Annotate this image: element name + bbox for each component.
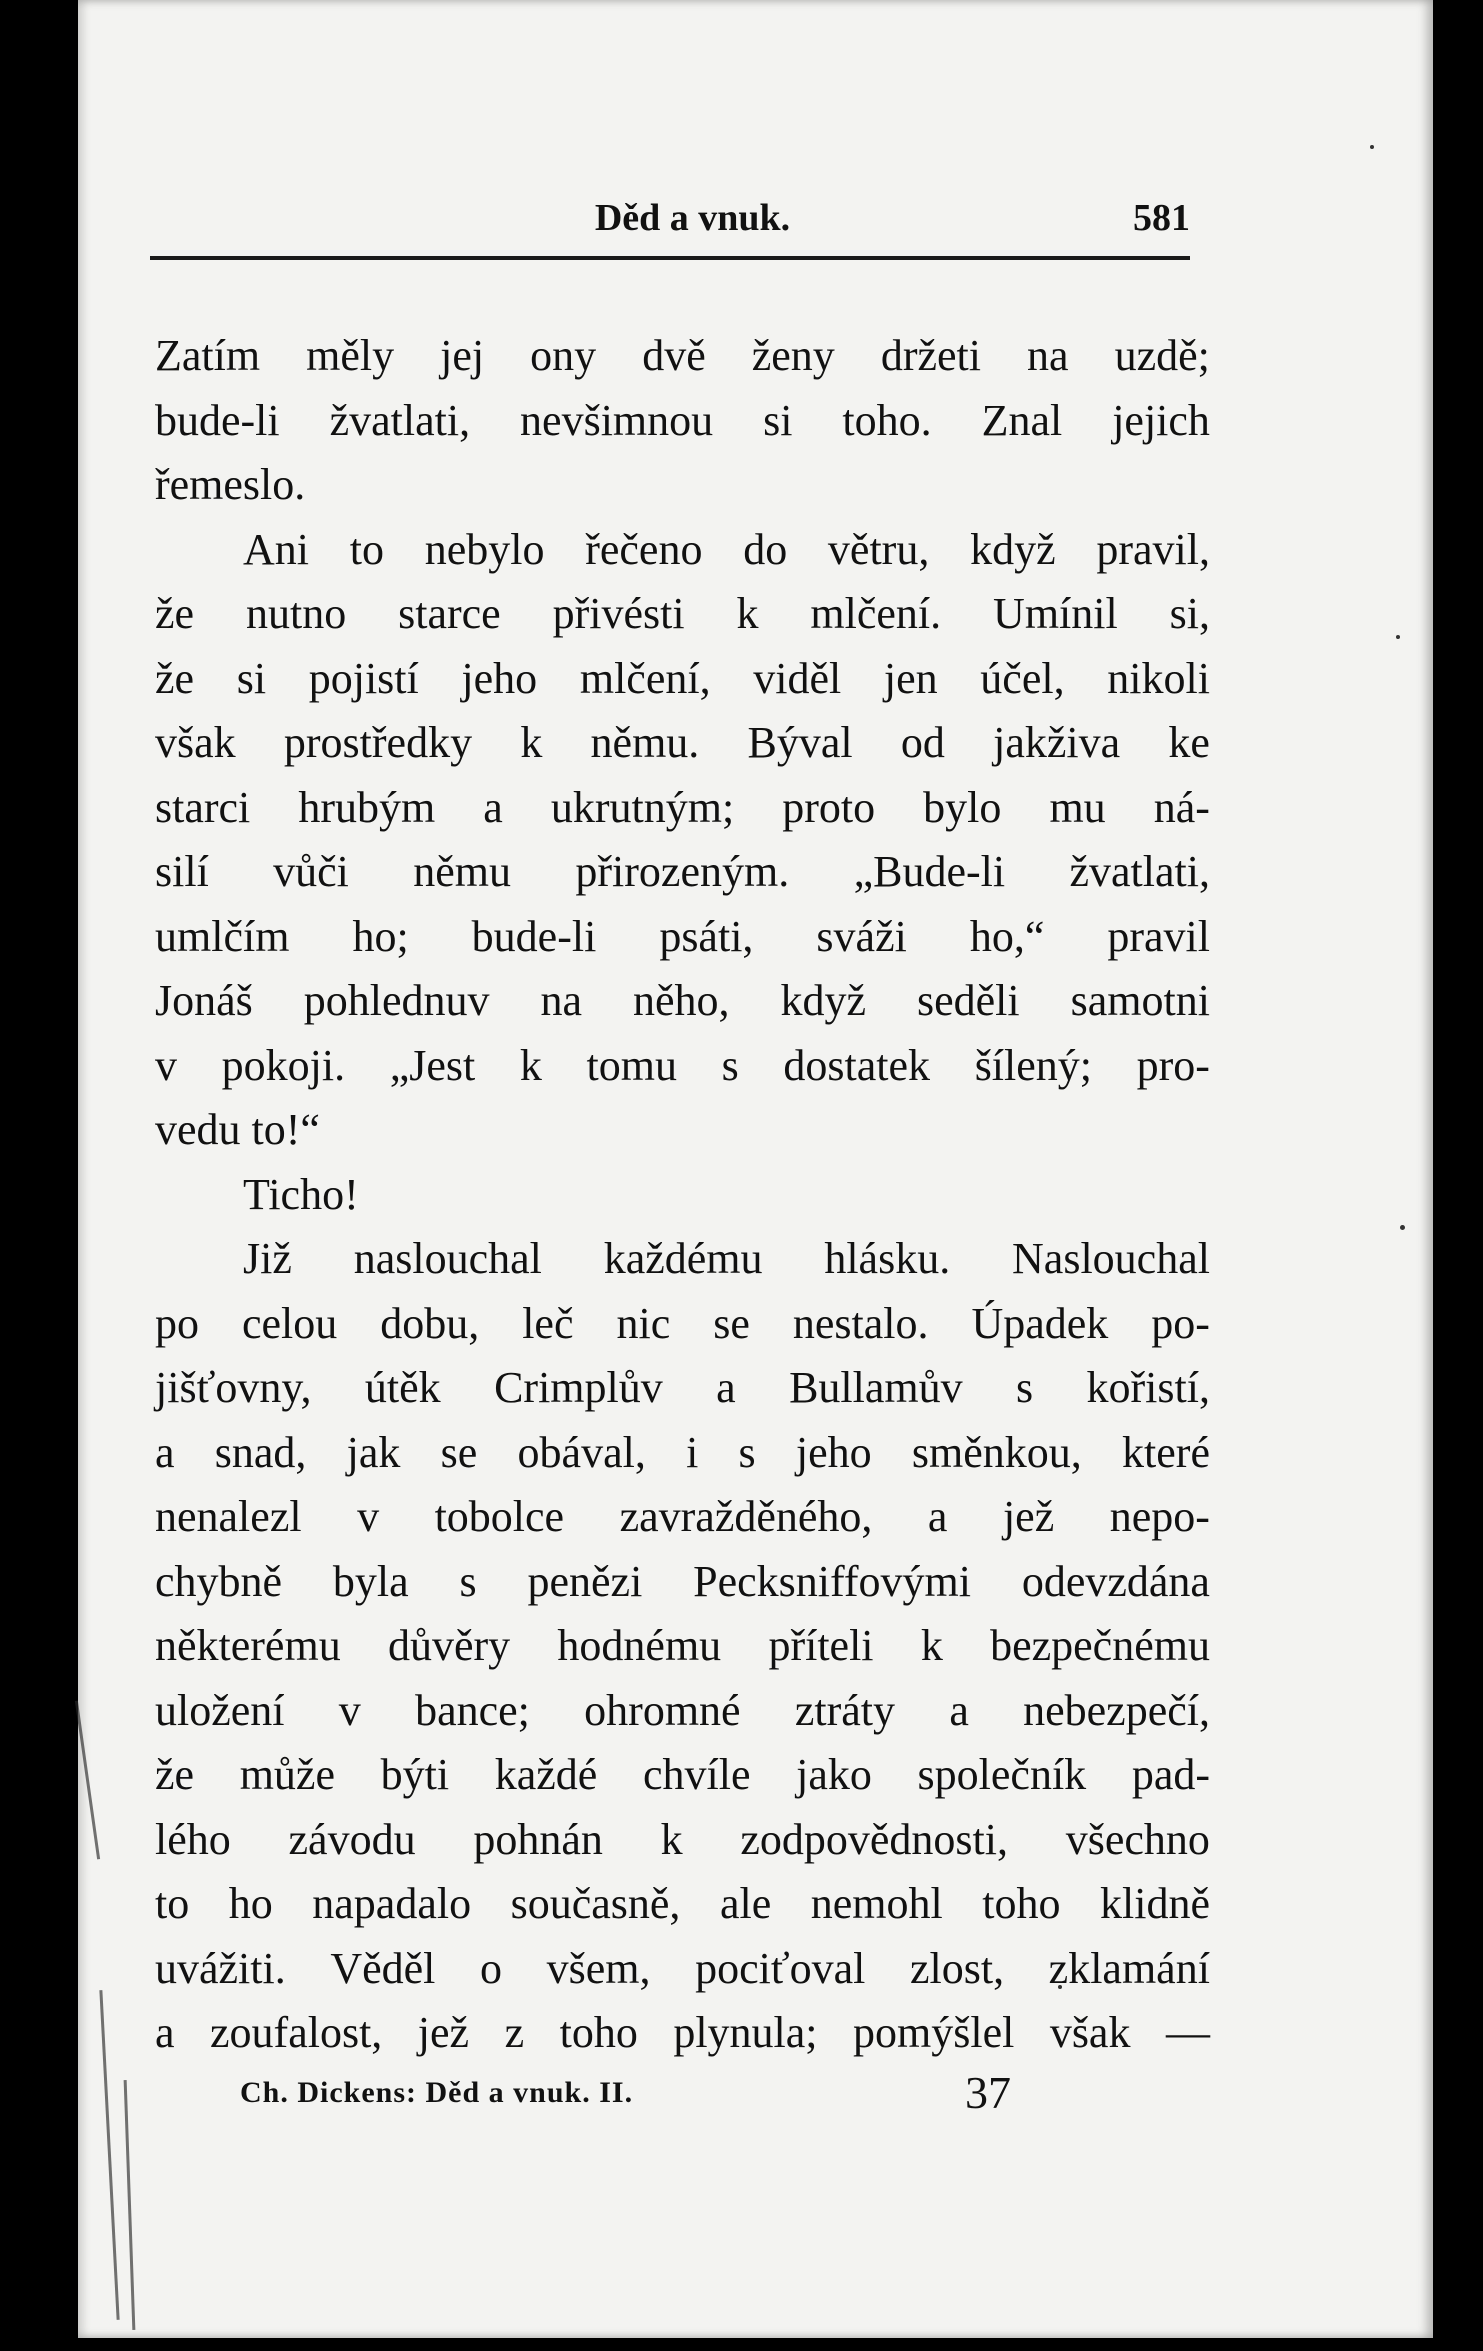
- word: v: [155, 1040, 177, 1090]
- word: se: [440, 1427, 478, 1477]
- word: všem,: [546, 1943, 651, 1993]
- word: lého: [155, 1814, 231, 1864]
- word: měly: [306, 331, 395, 380]
- word: ale: [719, 1879, 772, 1928]
- word: příteli: [768, 1621, 874, 1670]
- word: k: [520, 718, 543, 767]
- word: nic: [616, 1298, 671, 1348]
- word: Věděl: [330, 1943, 436, 1993]
- word: zlost,: [909, 1943, 1005, 1993]
- word: si,: [1169, 589, 1210, 638]
- word: přirozeným.: [575, 847, 790, 896]
- header-rule: [150, 256, 1190, 260]
- speck: [1400, 1225, 1405, 1230]
- word: obával,: [517, 1427, 646, 1477]
- word: pravil: [1107, 911, 1210, 961]
- word: nutno: [245, 589, 347, 638]
- text-line: [155, 324, 1210, 389]
- word: řečeno: [585, 524, 703, 574]
- word: že: [155, 1750, 195, 1799]
- word: pojistí: [308, 653, 419, 703]
- word: plynula;: [673, 2008, 818, 2057]
- word: němu.: [590, 718, 700, 767]
- word: žvatlati,: [1069, 847, 1210, 896]
- word: v: [338, 1685, 361, 1735]
- word: jejich: [1112, 395, 1210, 445]
- word: toho.: [842, 395, 932, 445]
- word: důvěry: [387, 1621, 511, 1670]
- speck: [1370, 145, 1374, 149]
- word: v: [357, 1492, 380, 1541]
- word: bude-li: [471, 911, 597, 961]
- text-line: řemeslo.: [155, 460, 306, 509]
- word: pohnán: [473, 1814, 603, 1864]
- text-line: [155, 711, 1210, 776]
- text-line: [155, 1937, 1210, 2002]
- word: něho,: [632, 976, 730, 1025]
- word: psáti,: [659, 911, 754, 961]
- word: Pecksniffovými: [693, 1556, 971, 1606]
- word: ho;: [352, 911, 409, 961]
- word: nemohl: [810, 1879, 943, 1928]
- word: kořistí,: [1086, 1363, 1210, 1412]
- word: viděl: [753, 653, 842, 703]
- word: uložení: [155, 1685, 285, 1735]
- word: jeho: [795, 1427, 872, 1477]
- word: chybně: [155, 1556, 283, 1606]
- word: jišťovny,: [155, 1363, 312, 1412]
- word: jak: [346, 1427, 401, 1477]
- word: Umínil: [993, 589, 1118, 638]
- word: leč: [522, 1298, 574, 1348]
- word: s: [721, 1040, 739, 1090]
- word: jej: [440, 331, 485, 380]
- word: nevšimnou: [520, 395, 714, 445]
- word: ohromné: [584, 1685, 741, 1735]
- running-title: Děd a vnuk.: [594, 197, 791, 239]
- text-line: [155, 2001, 1210, 2066]
- word: ke: [1168, 718, 1210, 767]
- word: s: [1016, 1363, 1034, 1412]
- word: ho,“: [969, 911, 1045, 961]
- word: celou: [241, 1298, 338, 1348]
- word: že: [155, 589, 195, 638]
- word: naslouchal: [353, 1234, 542, 1283]
- word: snad,: [214, 1427, 307, 1477]
- word: k: [736, 589, 759, 638]
- word: k: [660, 1814, 683, 1864]
- word: některému: [155, 1621, 341, 1670]
- word: když: [970, 524, 1056, 574]
- word: závodu: [288, 1814, 416, 1864]
- word: toho: [982, 1879, 1061, 1928]
- word: jako: [796, 1750, 872, 1799]
- word: když: [780, 976, 867, 1025]
- word: držeti: [880, 331, 982, 380]
- word: Ani: [243, 524, 309, 574]
- word: zoufalost,: [210, 2008, 383, 2057]
- word: to: [155, 1879, 190, 1928]
- word: všechno: [1065, 1814, 1210, 1864]
- word: žvatlati,: [329, 395, 471, 445]
- word: uvážiti.: [155, 1943, 286, 1993]
- text-line: [155, 969, 1210, 1034]
- word: a: [155, 2008, 175, 2057]
- sheet-number: 37: [965, 2067, 1011, 2118]
- word: a: [483, 782, 503, 832]
- word: s: [459, 1556, 477, 1606]
- word: proto: [782, 782, 876, 832]
- word: nestalo.: [792, 1298, 929, 1348]
- text-line: [155, 1292, 1210, 1357]
- word: Jonáš: [155, 976, 253, 1025]
- word: si: [763, 395, 793, 445]
- text-line: [155, 582, 1210, 647]
- gutter-crease: [99, 1990, 119, 2320]
- text-line: [155, 1550, 1210, 1615]
- text-line: [155, 389, 1210, 454]
- word: vůči: [273, 847, 349, 896]
- word: bance;: [415, 1685, 530, 1735]
- word: mlčení,: [579, 653, 711, 703]
- word: ukrutným;: [550, 782, 735, 832]
- word: zklamání: [1048, 1943, 1210, 1993]
- word: jež: [417, 2008, 470, 2057]
- word: k: [920, 1621, 943, 1670]
- word: pad-: [1131, 1750, 1210, 1799]
- word: —: [1165, 2008, 1210, 2057]
- word: od: [900, 718, 945, 767]
- word: býti: [380, 1750, 450, 1799]
- word: a: [716, 1363, 736, 1412]
- text-line: Ticho!: [243, 1169, 359, 1219]
- word: ho: [228, 1879, 273, 1928]
- word: po: [155, 1298, 199, 1348]
- word: se: [713, 1298, 750, 1348]
- word: pomýšlel: [853, 2008, 1015, 2057]
- word: hrubým: [298, 782, 436, 832]
- word: pokoji.: [221, 1040, 346, 1090]
- word: „Jest: [389, 1040, 476, 1090]
- text-line: [155, 1356, 1210, 1421]
- text-line: [155, 1614, 1210, 1679]
- word: ženy: [751, 331, 835, 380]
- word: samotni: [1070, 976, 1210, 1025]
- word: a: [949, 1685, 969, 1735]
- word: silí: [155, 847, 209, 896]
- word: jen: [883, 653, 938, 703]
- word: zavražděného,: [619, 1492, 873, 1541]
- word: a: [155, 1427, 175, 1477]
- word: zodpovědnosti,: [740, 1814, 1008, 1864]
- word: Crimplův: [494, 1363, 663, 1412]
- word: Úpadek: [971, 1298, 1109, 1348]
- word: pociťoval: [695, 1943, 866, 1993]
- body-text: [155, 324, 1210, 2066]
- word: však: [1049, 2008, 1131, 2057]
- word: jež: [1002, 1492, 1055, 1541]
- word: pro-: [1136, 1040, 1210, 1090]
- word: Bullamův: [789, 1363, 963, 1412]
- speck: [1396, 635, 1400, 639]
- text-line: [155, 905, 1210, 970]
- word: nenalezl: [155, 1492, 302, 1541]
- word: jeho: [461, 653, 538, 703]
- word: starce: [398, 589, 501, 638]
- text-line: [155, 1227, 1210, 1292]
- word: klidně: [1100, 1879, 1210, 1928]
- word: hodnému: [557, 1621, 722, 1670]
- word: Zatím: [155, 331, 261, 380]
- word: ztráty: [794, 1685, 896, 1735]
- text-line: [155, 776, 1210, 841]
- word: že: [155, 653, 195, 703]
- word: však: [155, 718, 236, 767]
- word: na: [540, 976, 583, 1025]
- word: Znal: [981, 395, 1063, 445]
- word: si: [236, 653, 267, 703]
- word: umlčím: [155, 911, 290, 961]
- word: Již: [243, 1234, 292, 1283]
- word: bude-li: [155, 395, 280, 445]
- word: s: [738, 1427, 756, 1477]
- gutter-crease: [124, 2080, 136, 2330]
- word: a: [927, 1492, 948, 1541]
- word: „Bude-li: [853, 847, 1006, 896]
- word: může: [239, 1750, 335, 1799]
- word: z: [504, 2008, 525, 2057]
- word: po-: [1151, 1298, 1210, 1348]
- word: šílený;: [974, 1040, 1093, 1090]
- word: účel,: [980, 653, 1065, 703]
- page-footer: [240, 2066, 1040, 2126]
- word: současně,: [510, 1879, 681, 1928]
- text-line: [155, 840, 1210, 905]
- word: mlčení.: [810, 589, 942, 638]
- text-line: [155, 518, 1210, 583]
- word: sváži: [816, 911, 907, 961]
- page-number: 581: [1133, 197, 1190, 239]
- word: Naslouchal: [1012, 1234, 1210, 1283]
- word: pohlednuv: [303, 976, 490, 1025]
- text-line: [155, 1679, 1210, 1744]
- word: napadalo: [312, 1879, 472, 1928]
- text-line: [155, 1872, 1210, 1937]
- word: seděli: [916, 976, 1020, 1025]
- printer-signature: Ch. Dickens: Děd a vnuk. II.: [240, 2076, 634, 2109]
- text-line: [155, 1808, 1210, 1873]
- word: pravil,: [1096, 524, 1210, 574]
- gutter-crease: [75, 1701, 100, 1860]
- word: bylo: [923, 782, 1002, 832]
- word: toho: [559, 2008, 638, 2057]
- text-line: [155, 1421, 1210, 1486]
- word: němu: [413, 847, 512, 896]
- word: o: [479, 1943, 502, 1993]
- word: starci: [155, 782, 251, 832]
- word: směnkou,: [911, 1427, 1082, 1477]
- word: byla: [332, 1556, 409, 1606]
- word: to: [349, 524, 384, 574]
- word: do: [743, 524, 788, 574]
- word: tobolce: [434, 1492, 565, 1541]
- word: nepo-: [1109, 1492, 1210, 1541]
- word: chvíle: [642, 1750, 751, 1799]
- word: dvě: [642, 331, 706, 380]
- word: které: [1122, 1427, 1210, 1477]
- word: dobu,: [380, 1298, 480, 1348]
- word: ony: [530, 331, 597, 380]
- word: penězi: [527, 1556, 643, 1606]
- word: mu: [1049, 782, 1106, 832]
- word: nebylo: [424, 524, 545, 574]
- text-line: [155, 1743, 1210, 1808]
- word: nebezpečí,: [1023, 1685, 1210, 1735]
- word: útěk: [364, 1363, 441, 1412]
- text-line: [155, 647, 1210, 712]
- word: i: [686, 1427, 699, 1477]
- word: společník: [917, 1750, 1087, 1799]
- word: každému: [603, 1234, 763, 1283]
- word: dostatek: [783, 1040, 931, 1090]
- word: ná-: [1153, 782, 1210, 832]
- word: každé: [494, 1750, 598, 1799]
- word: tomu: [586, 1040, 677, 1090]
- text-line: [155, 1034, 1210, 1099]
- word: přivésti: [552, 589, 685, 638]
- word: k: [519, 1040, 542, 1090]
- text-line: vedu to!“: [155, 1105, 320, 1154]
- word: větru,: [827, 524, 930, 574]
- word: uzdě;: [1114, 331, 1210, 380]
- word: hlásku.: [824, 1234, 951, 1283]
- text-line: [155, 1485, 1210, 1550]
- word: Býval: [747, 718, 853, 767]
- word: na: [1027, 331, 1069, 380]
- word: nikoli: [1107, 653, 1210, 703]
- word: odevzdána: [1021, 1556, 1210, 1606]
- page-header: [155, 190, 1190, 246]
- word: jakživa: [993, 718, 1121, 767]
- word: bezpečnému: [990, 1621, 1210, 1670]
- word: prostředky: [283, 718, 473, 767]
